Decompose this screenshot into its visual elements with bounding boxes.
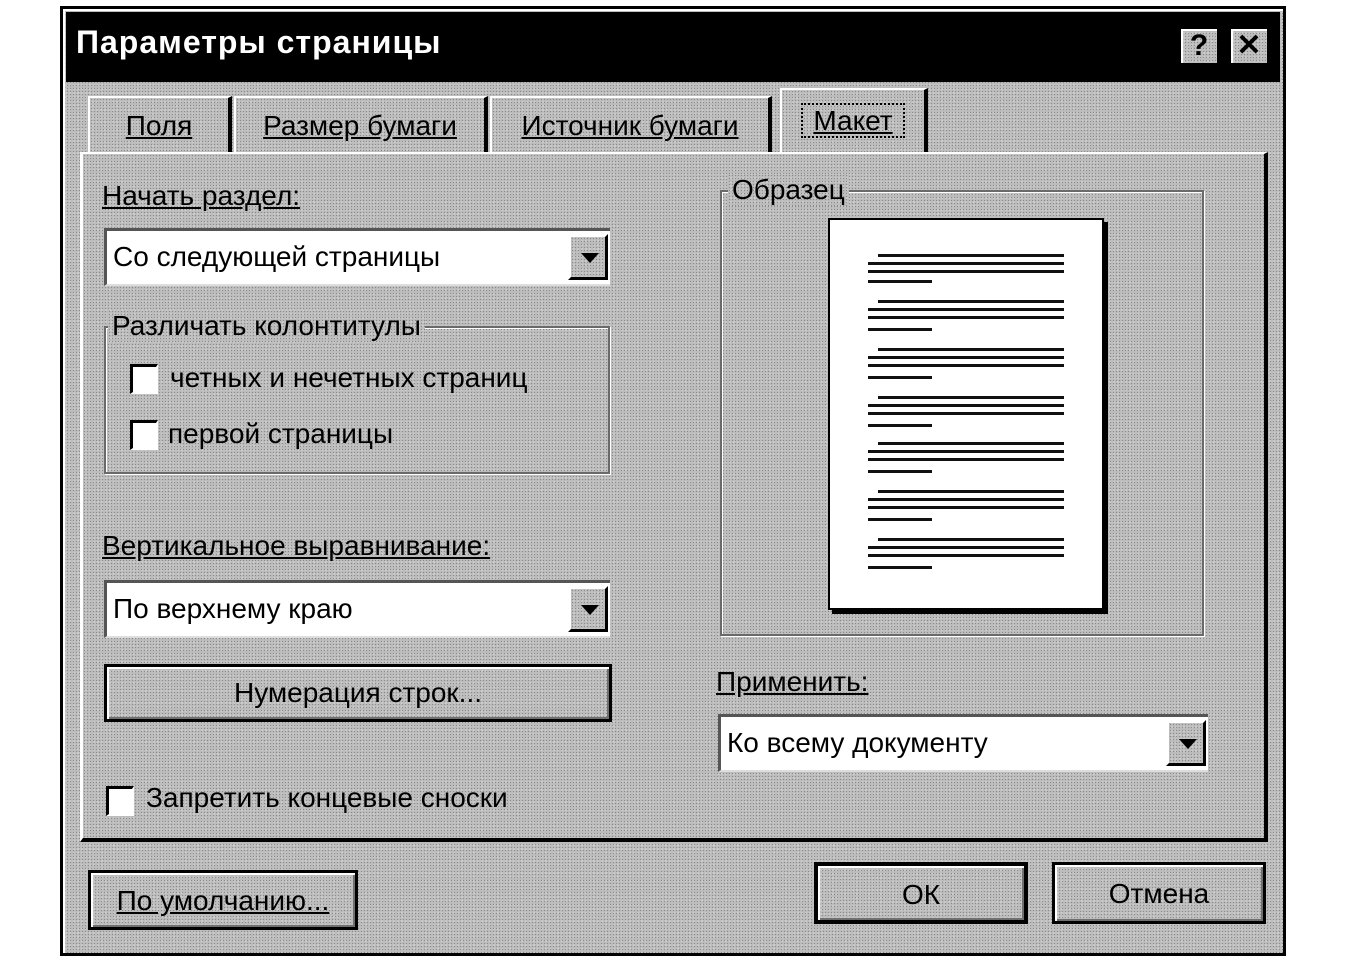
preview-text-line xyxy=(868,316,1064,319)
help-button[interactable] xyxy=(1178,26,1220,66)
tab-paper-size-label: Размер бумаги xyxy=(263,110,457,141)
preview-text-line xyxy=(878,254,1064,257)
preview-text-line xyxy=(868,412,1064,415)
tab-paper-size[interactable] xyxy=(234,96,488,152)
vertical-alignment-select[interactable] xyxy=(104,580,610,638)
odd-even-checkbox[interactable] xyxy=(130,364,158,394)
tab-paper-source[interactable] xyxy=(490,96,772,152)
tab-margins[interactable] xyxy=(88,96,232,152)
default-button-label: По умолчанию... xyxy=(116,885,330,916)
cancel-button-label: Отмена xyxy=(1108,878,1210,909)
preview-text-line xyxy=(868,356,1064,359)
headers-footers-group xyxy=(104,326,610,474)
close-icon: ✕ xyxy=(1236,29,1262,62)
preview-text-line xyxy=(868,308,1064,311)
preview-text-line xyxy=(878,396,1064,399)
preview-text-line xyxy=(868,470,932,473)
preview-text-line xyxy=(868,518,932,521)
preview-text-line xyxy=(878,538,1064,541)
preview-text-line xyxy=(868,404,1064,407)
apply-to-label: Применить: xyxy=(716,666,869,697)
tab-layout[interactable] xyxy=(780,88,928,154)
preview-text-line xyxy=(868,566,932,569)
preview-legend: Образец xyxy=(728,174,849,206)
chevron-down-icon xyxy=(1179,739,1197,749)
preview-text-line xyxy=(868,270,1064,273)
section-start-select[interactable] xyxy=(104,228,610,286)
preview-text-line xyxy=(868,424,932,427)
first-page-checkbox[interactable] xyxy=(130,420,158,450)
preview-page-thumbnail xyxy=(828,218,1104,610)
preview-text-line xyxy=(868,262,1064,265)
preview-text-line xyxy=(868,546,1064,549)
preview-text-line xyxy=(868,328,932,331)
default-button[interactable] xyxy=(88,870,358,930)
preview-text-line xyxy=(878,490,1064,493)
vertical-alignment-dropdown-button[interactable] xyxy=(568,586,608,632)
close-button[interactable] xyxy=(1228,26,1270,66)
preview-text-line xyxy=(868,498,1064,501)
chevron-down-icon xyxy=(581,605,599,615)
chevron-down-icon xyxy=(581,253,599,263)
preview-text-line xyxy=(868,554,1064,557)
window-title: Параметры страницы xyxy=(76,24,442,60)
preview-text-line xyxy=(878,442,1064,445)
apply-to-dropdown-button[interactable] xyxy=(1166,720,1206,766)
vertical-alignment-label: Вертикальное выравнивание: xyxy=(102,530,491,561)
preview-text-line xyxy=(868,450,1064,453)
preview-text-line xyxy=(868,364,1064,367)
question-mark-icon: ? xyxy=(1189,29,1209,62)
ok-button[interactable] xyxy=(814,862,1028,924)
apply-to-select[interactable] xyxy=(718,714,1208,772)
preview-text-line xyxy=(868,506,1064,509)
suppress-endnotes-checkbox[interactable] xyxy=(106,786,134,816)
section-start-label: Начать раздел: xyxy=(102,180,301,211)
line-numbers-button[interactable] xyxy=(104,664,612,722)
tab-layout-label: Макет xyxy=(801,103,904,138)
preview-text-line xyxy=(868,458,1064,461)
tab-paper-source-label: Источник бумаги xyxy=(521,110,739,141)
odd-even-label: четных и нечетных страниц xyxy=(170,362,528,393)
vertical-alignment-value: По верхнему краю xyxy=(113,593,353,624)
suppress-endnotes-label: Запретить концевые сноски xyxy=(146,782,508,813)
cancel-button[interactable] xyxy=(1052,862,1266,924)
preview-text-line xyxy=(868,376,932,379)
headers-footers-legend: Различать колонтитулы xyxy=(108,310,425,342)
section-start-value: Со следующей страницы xyxy=(113,241,441,272)
line-numbers-button-label: Нумерация строк... xyxy=(233,677,483,708)
tab-margins-label: Поля xyxy=(125,110,193,141)
apply-to-value: Ко всему документу xyxy=(727,727,988,758)
ok-button-label: ОК xyxy=(901,879,941,910)
title-bar xyxy=(66,12,1280,82)
preview-text-line xyxy=(878,300,1064,303)
section-start-dropdown-button[interactable] xyxy=(568,234,608,280)
first-page-label: первой страницы xyxy=(168,418,394,449)
preview-text-line xyxy=(878,348,1064,351)
preview-text-line xyxy=(868,280,932,283)
